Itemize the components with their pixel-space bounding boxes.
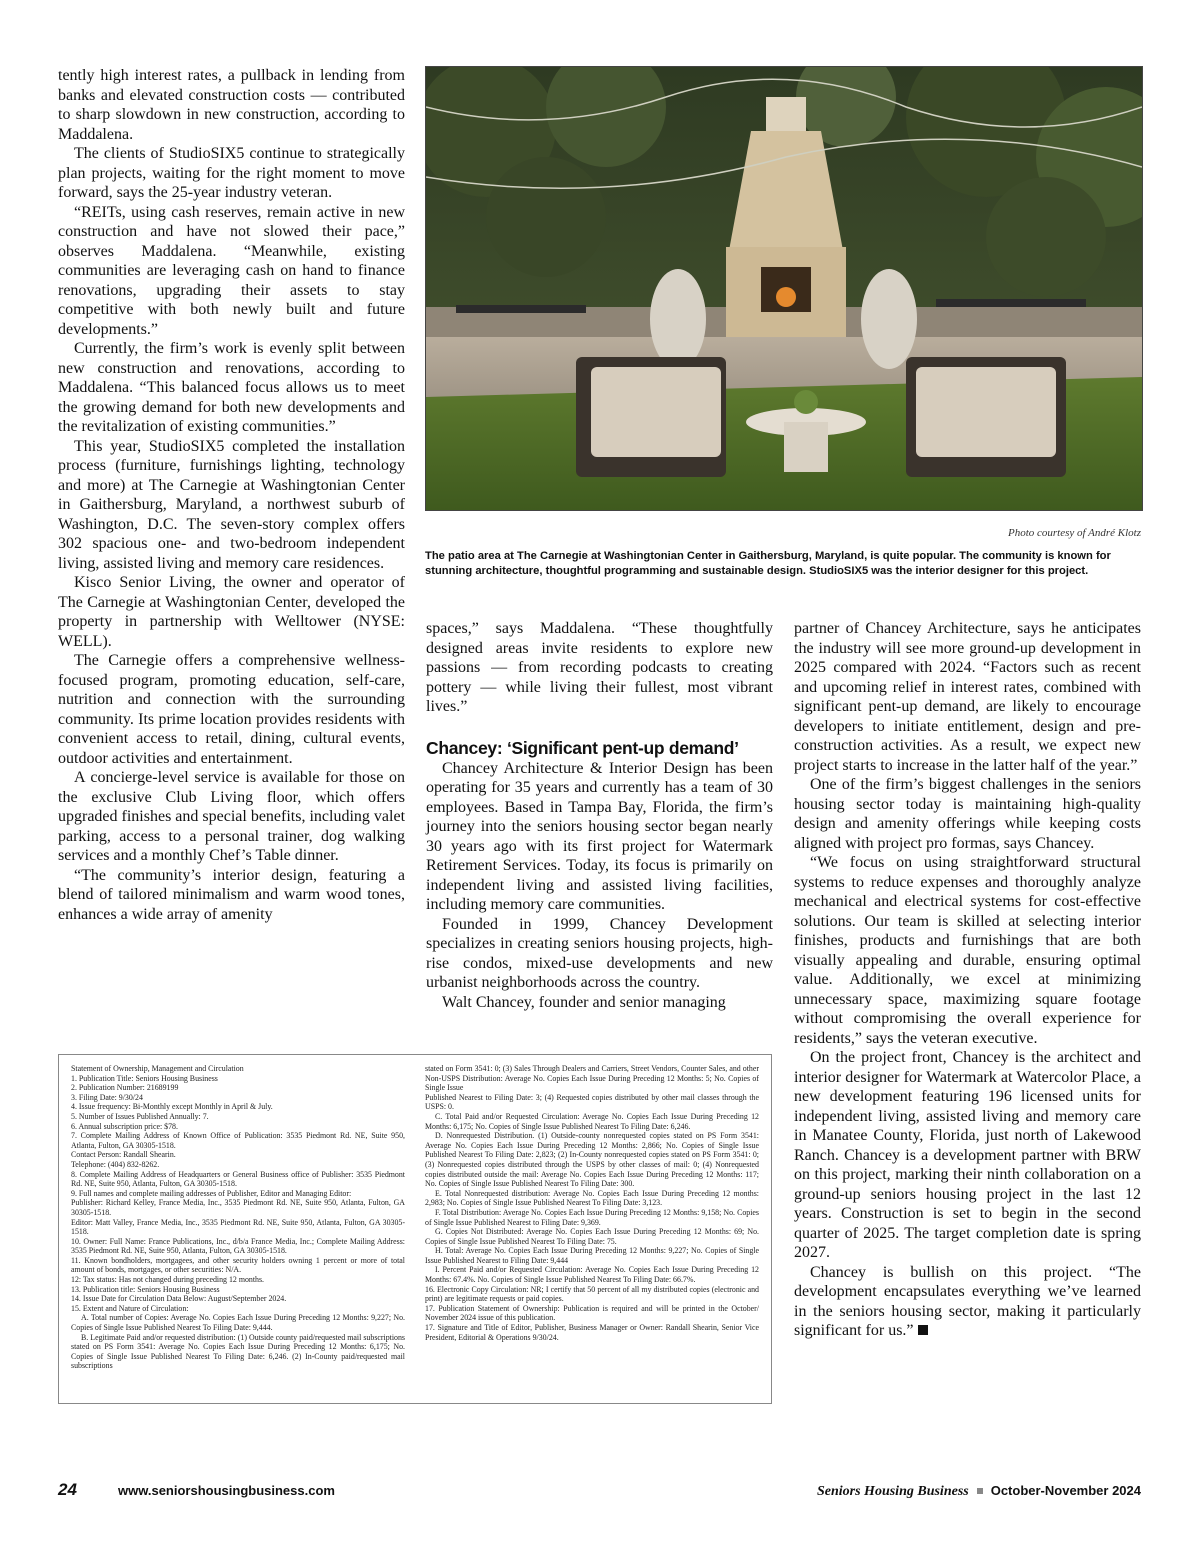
paragraph: This year, StudioSIX5 completed the installation process (furniture, furnishings lighting, technology and more) at The Carnegie at Washingtonian Center in Gaithersburg, Maryland, a northwest suburb of Washington, D.C. The seven-story complex offers 302 spacious one- and two-bedroom independent living, assisted living and memory care residences. <box>58 437 405 572</box>
statement-line: 3. Filing Date: 9/30/24 <box>71 1092 143 1102</box>
paragraph: Walt Chancey, founder and senior managing <box>442 993 726 1011</box>
publication-name: Seniors Housing Business <box>816 1484 969 1499</box>
paragraph: “REITs, using cash reserves, remain active in new construction and have not slowed their pace,” observes Maddalena. “Meanwhile, existing communities are leveraging cash on hand to finance renovations, upgrading their assets to stay competitive with both newly built and future developments.” <box>58 203 405 338</box>
statement-line: Contact Person: Randall Shearin. <box>71 1150 176 1160</box>
statement-line: 16. Electronic Copy Circulation: NR; I certify that 50 percent of all my distributed copies (electronic and print) are legitimate requests or paid copies. <box>425 1284 759 1304</box>
paragraph: The Carnegie offers a comprehensive wellness-focused program, promoting education, self-care, nutrition and connection with the surrounding community. Its prime location provides residents with convenient access to retail, dining, cultural events, outdoor activities and entertainment. <box>58 652 405 767</box>
statement-line: 4. Issue frequency: Bi-Monthly except Monthly in April & July. <box>71 1102 273 1112</box>
statement-right-column <box>425 1064 759 1342</box>
statement-line: 10. Owner: Full Name: France Publications, Inc., d/b/a France Media, Inc.; Complete Mailing Address: 3535 Piedmont Rd. NE, Suite 950, Atlanta, Fulton, GA 30305-1518. <box>71 1236 405 1256</box>
paragraph-text: Chancey is bullish on this project. “The development encapsulates everything we’ve learned in the seniors housing sector, making it particularly significant for us.” <box>794 1263 1141 1339</box>
statement-line: F. Total Distribution: Average No. Copies Each Issue During Preceding 12 Months: 9,158; No. Copies of Single Issue Published Nearest to Filing Date: 9,369. <box>425 1207 759 1227</box>
statement-line: 14. Issue Date for Circulation Data Below: August/September 2024. <box>71 1294 287 1304</box>
paragraph: Chancey Architecture & Interior Design has been operating for 35 years and currently has a team of 30 employees. Based in Tampa Bay, Florida, the firm’s journey into the seniors housing sector began nearly 30 years ago with its first project for Watermark Retirement Services. Today, its focus is primarily on independent living and assisted living facilities, including memory care communities. <box>426 759 773 913</box>
article-column-3 <box>794 619 1141 1341</box>
statement-line: 17. Publication Statement of Ownership: Publication is required and will be printed in the October/ November 2024 issue of this publication. <box>425 1303 759 1323</box>
photo-caption: The patio area at The Carnegie at Washingtonian Center in Gaithersburg, Maryland, is quite popular. The community is known for stunning architecture, thoughtful programming and sustainable design. StudioSIX5 was the interior designer for this project. <box>425 550 1111 577</box>
statement-line: 13. Publication title: Seniors Housing Business <box>71 1284 220 1294</box>
statement-line: 12: Tax status: Has not changed during preceding 12 months. <box>71 1275 265 1285</box>
photo-credit: Photo courtesy of André Klotz <box>1007 527 1141 539</box>
article-column-2 <box>426 619 773 1012</box>
article-column-1 <box>58 66 405 924</box>
paragraph: The clients of StudioSIX5 continue to strategically plan projects, waiting for the right moment to move forward, says the 25-year industry veteran. <box>58 145 405 201</box>
statement-line: E. Total Nonrequested distribution: Average No. Copies Each Issue During Preceding 12 months: 2,983; No. Copies of Single Issue Published Nearest To Filing Date: 3,123. <box>425 1188 759 1208</box>
paragraph: tently high interest rates, a pullback in lending from banks and elevated construction costs — contributed to sharp slowdown in new construction, according to Maddalena. <box>58 67 405 143</box>
statement-line: Publisher: Richard Kelley, France Media, Inc., 3535 Piedmont Rd. NE, Suite 950, Atlanta, Fulton, GA 30305-1518. <box>71 1198 405 1217</box>
statement-line: 5. Number of Issues Published Annually: 7. <box>71 1111 209 1121</box>
paragraph: Currently, the firm’s work is evenly split between new construction and renovations, according to Maddalena. “This balanced focus allows us to meet the growing demand for both new developments and the revitalization of existing communities.” <box>58 340 405 435</box>
paragraph: A concierge-level service is available for those on the exclusive Club Living floor, which offers upgraded finishes and special benefits, including valet parking, access to a personal trainer, dog walking services and a monthly Chef’s Table dinner. <box>58 769 406 864</box>
statement-line: 6. Annual subscription price: $78. <box>71 1121 178 1131</box>
paragraph: Kisco Senior Living, the owner and operator of The Carnegie at Washingtonian Center, developed the property in partnership with Welltower (NYSE: WELL). <box>58 574 405 650</box>
paragraph: On the project front, Chancey is the architect and interior designer for Watermark at Watercolor Place, a new development featuring 196 licensed units for independent living, assisted living and memory care in Manatee County, Florida, just north of Lakewood Ranch. Chancey is a development partner with BRW on this project, marking their ninth collaboration on a ground-up seniors housing project in the last 12 years. Construction is set to begin in the second quarter of 2025. The target completion date is spring 2027. <box>794 1049 1141 1261</box>
statement-line: G. Copies Not Distributed: Average No. Copies Each Issue During Preceding 12 Months: 69; No. Copies of Single Issue Published Nearest To Filing Date: 75. <box>425 1227 759 1246</box>
statement-of-ownership-box <box>58 1054 772 1404</box>
section-subhead: Chancey: ‘Significant pent-up demand’ <box>426 737 739 758</box>
statement-line: B. Legitimate Paid and/or requested distribution: (1) Outside county paid/requested mail subscriptions stated on PS Form 3541: Average No. Copies Each Issue During Preceding 12 Months: 6,175; No. Copies of Single Issue Published Nearest To Filing Date: 6,246. (2) In-County paid/requested mail subscriptions <box>71 1332 405 1371</box>
statement-line: 2. Publication Number: 21689199 <box>71 1083 179 1093</box>
page-number: 24 <box>58 1480 77 1499</box>
statement-line: H. Total: Average No. Copies Each Issue During Preceding 12 Months: 9,227; No. Copies of Single Issue Published Nearest to Filing Date: 9,444 <box>425 1246 759 1265</box>
statement-line: Telephone: (404) 832-8262. <box>71 1159 160 1169</box>
statement-line: 1. Publication Title: Seniors Housing Business <box>71 1073 218 1083</box>
end-of-article-mark <box>918 1325 928 1335</box>
statement-line: D. Nonrequested Distribution. (1) Outside-county nonrequested copies stated on PS Form 3541: Average No. Copies Each Issue During Preceding 12 Months: 2,866; No. Copies of Single Issue Published Nearest To Filing Date: 2,823; (2) In-County nonrequested copies stated on PS Form 3541: 0; (3) Nonrequested copies distributed through the USPS by other classes of mail: 0; (4) Nonrequested copies distributed outside the mail: Average No. Copies Each Issue During Preceding 12 Months: 117; No. Copies of Single Issue Published Nearest To Filing Date: 300. <box>425 1131 759 1189</box>
statement-line: 9. Full names and complete mailing addresses of Publisher, Editor and Managing Editor: <box>71 1188 352 1198</box>
page-footer <box>58 1480 1141 1502</box>
statement-line: stated on Form 3541: 0; (3) Sales Through Dealers and Carriers, Street Vendors, Counter Sales, and other Non-USPS Distribution: Average No. Copies Each Issue During Preceding 12 Months: 5; No. Copies of Single Issue <box>425 1064 759 1093</box>
paragraph <box>794 1263 1141 1341</box>
paragraph: “We focus on using straightforward structural systems to reduce expenses and thoroughly analyze mechanical and electrical systems for cost-effective solutions. Our team is skilled at selecting interior finishes, products and furnishings that are both visually appealing and durable, ensuring optimal value. Additionally, we excel at minimizing unnecessary space, maximizing square footage without compromising the overall experience for residents,” says the veteran executive. <box>794 854 1141 1047</box>
paragraph: “The community’s interior design, featuring a blend of tailored minimalism and warm wood tones, enhances a wide array of amenity <box>58 866 405 923</box>
statement-line: I. Percent Paid and/or Requested Circulation: Average No. Copies Each Issue During Preceding 12 Months: 67.4%. No. Copies of Single Issue Published Nearest To Filing Date: 66.7%. <box>425 1265 759 1285</box>
statement-left-column <box>71 1064 405 1371</box>
statement-line: 8. Complete Mailing Address of Headquarters or General Business office of Publisher: 3535 Piedmont Rd. NE, Suite 950, Atlanta, Fulton, GA 30305-1518. <box>71 1169 405 1189</box>
statement-line: Editor: Matt Valley, France Media, Inc., 3535 Piedmont Rd. NE, Suite 950, Atlanta, Fulton, GA 30305-1518. <box>71 1217 405 1237</box>
patio-photo <box>425 66 1143 511</box>
paragraph: partner of Chancey Architecture, says he anticipates the industry will see more ground-up development in 2025 compared with 2024. “Factors such as recent and upcoming relief in interest rates, combined with significant pent-up demand, are likely to encourage developers to initiate entitlement, design and pre-construction activities. As a result, we expect new project starts to increase in the latter half of the year.” <box>794 620 1141 774</box>
paragraph: One of the firm’s biggest challenges in the seniors housing sector today is maintaining high-quality design and amenity offerings while keeping costs aligned with project pro formas, says Chancey. <box>794 776 1141 852</box>
statement-line: A. Total number of Copies: Average No. Copies Each Issue During Preceding 12 Months: 9,227; No. Copies of Single Issue Published Nearest To Filing Date: 9,444. <box>71 1313 405 1333</box>
statement-line: Statement of Ownership, Management and Circulation <box>71 1064 244 1073</box>
issue-date: October-November 2024 <box>990 1483 1141 1498</box>
statement-line: 7. Complete Mailing Address of Known Office of Publication: 3535 Piedmont Rd. NE, Suite 950, Atlanta, Fulton, GA 30305-1518. <box>71 1131 405 1150</box>
website-url: www.seniorshousingbusiness.com <box>118 1483 335 1498</box>
paragraph: Founded in 1999, Chancey Development specializes in creating seniors housing projects, high-rise condos, mixed-use developments and new urbanist neighborhoods across the country. <box>426 915 773 991</box>
square-separator-icon <box>977 1488 983 1494</box>
statement-line: 15. Extent and Nature of Circulation: <box>71 1303 189 1313</box>
paragraph: spaces,” says Maddalena. “These thoughtfully designed areas invite residents to explore new passions — from recording podcasts to creating pottery — while living their fullest, most vibrant lives.” <box>426 620 773 715</box>
statement-line: 11. Known bondholders, mortgagees, and other security holders owning 1 percent or more of total amount of bonds, mortgages, or other securities: N/A. <box>71 1255 405 1275</box>
statement-line: 17. Signature and Title of Editor, Publisher, Business Manager or Owner: Randall Shearin, Senior Vice President, Editorial & Operations 9/30/24. <box>425 1323 759 1342</box>
statement-line: Published Nearest to Filing Date: 3; (4) Requested copies distributed by other mail classes through the USPS: 0. <box>425 1092 759 1112</box>
footer-issue-info <box>817 1483 1141 1500</box>
statement-line: C. Total Paid and/or Requested Circulation: Average No. Copies Each Issue During Preceding 12 Months: 6,175; No. Copies of Single Issue Published Nearest To Filing Date: 6,246. <box>425 1111 759 1131</box>
